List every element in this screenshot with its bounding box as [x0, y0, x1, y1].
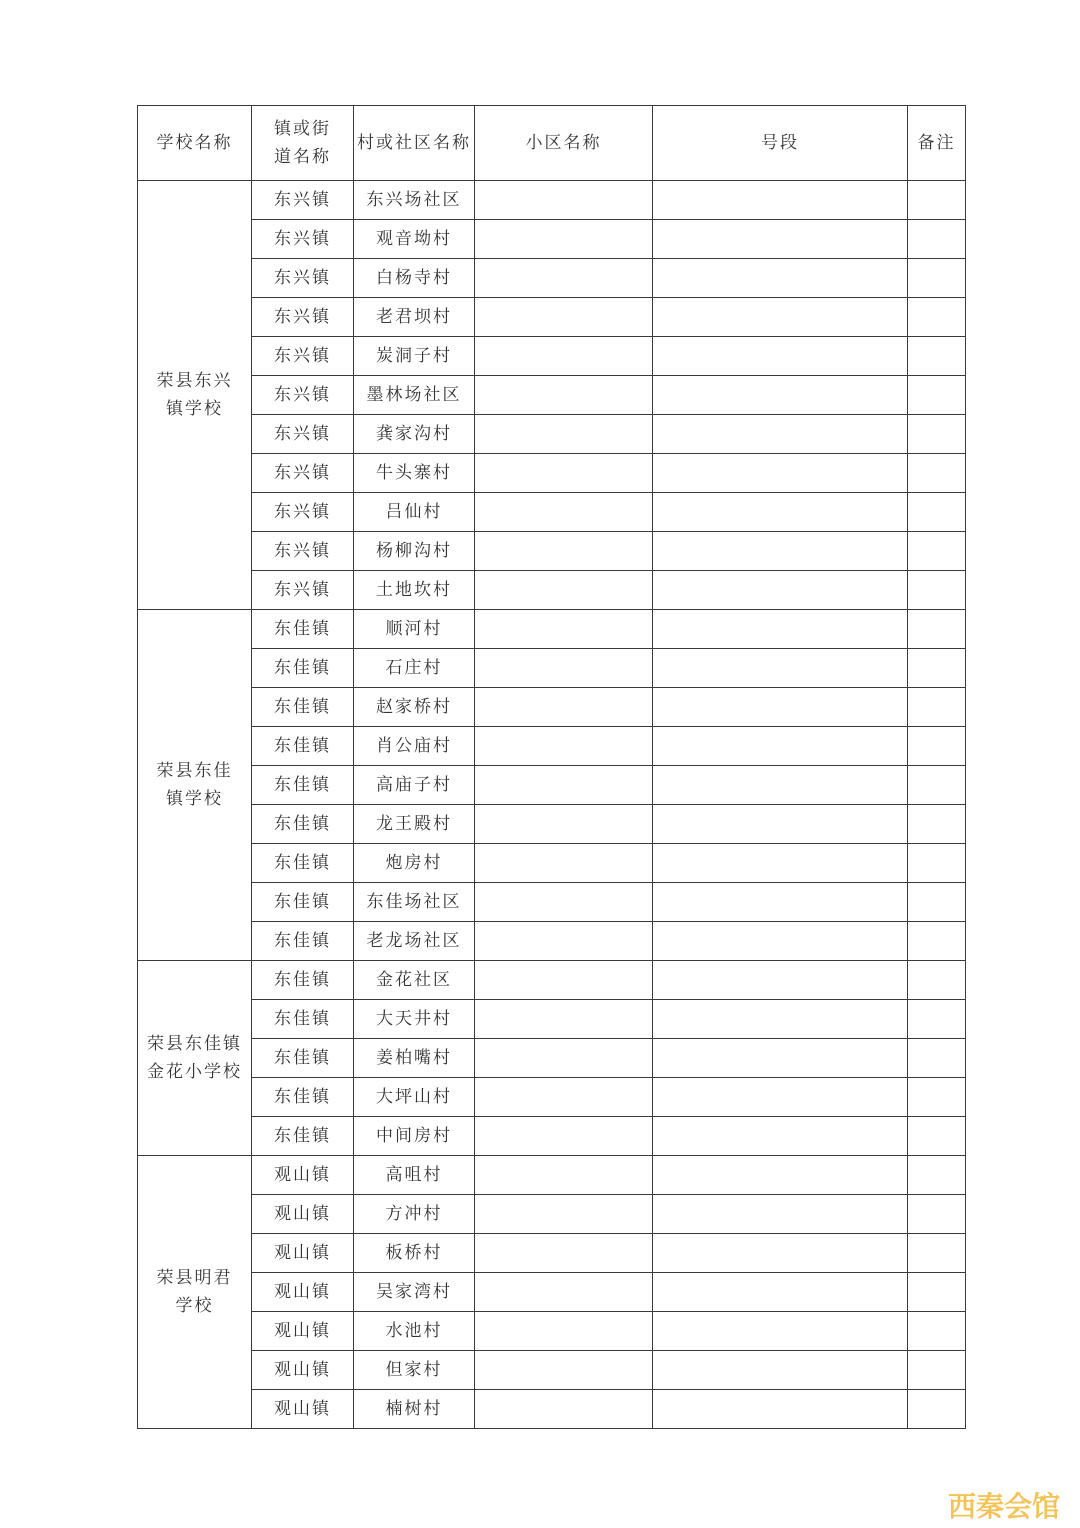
- number-range-cell: [653, 1312, 908, 1351]
- village-cell: 东兴场社区: [354, 181, 475, 220]
- town-cell: 东佳镇: [252, 1000, 354, 1039]
- village-cell: 白杨寺村: [354, 259, 475, 298]
- number-range-cell: [653, 805, 908, 844]
- remarks-cell: [908, 1039, 966, 1078]
- number-range-cell: [653, 1273, 908, 1312]
- table-header: [138, 106, 966, 181]
- village-name-header: 村或社区名称: [354, 106, 475, 181]
- number-range-cell: [653, 220, 908, 259]
- table-row: [138, 1078, 966, 1117]
- community-cell: [475, 883, 653, 922]
- village-cell: 顺河村: [354, 610, 475, 649]
- remarks-cell: [908, 688, 966, 727]
- community-cell: [475, 220, 653, 259]
- number-range-cell: [653, 1000, 908, 1039]
- remarks-cell: [908, 922, 966, 961]
- town-cell: 东佳镇: [252, 1117, 354, 1156]
- remarks-cell: [908, 298, 966, 337]
- number-range-cell: [653, 1078, 908, 1117]
- number-range-cell: [653, 415, 908, 454]
- village-cell: 杨柳沟村: [354, 532, 475, 571]
- table-row: [138, 1195, 966, 1234]
- number-range-cell: [653, 610, 908, 649]
- remarks-cell: [908, 1390, 966, 1429]
- community-cell: [475, 1234, 653, 1273]
- town-cell: 东兴镇: [252, 571, 354, 610]
- community-cell: [475, 532, 653, 571]
- school-name-cell: 荣县明君 学校: [138, 1156, 252, 1429]
- community-cell: [475, 922, 653, 961]
- table-row: [138, 961, 966, 1000]
- village-cell: 墨林场社区: [354, 376, 475, 415]
- number-range-cell: [653, 376, 908, 415]
- number-range-header: 号段: [653, 106, 908, 181]
- school-name-cell: 荣县东佳 镇学校: [138, 610, 252, 961]
- town-cell: 东佳镇: [252, 688, 354, 727]
- table-row: [138, 220, 966, 259]
- town-cell: 观山镇: [252, 1156, 354, 1195]
- village-cell: 牛头寨村: [354, 454, 475, 493]
- remarks-cell: [908, 844, 966, 883]
- village-cell: 老龙场社区: [354, 922, 475, 961]
- table-row: [138, 571, 966, 610]
- table-row: [138, 454, 966, 493]
- number-range-cell: [653, 1117, 908, 1156]
- community-cell: [475, 415, 653, 454]
- town-cell: 东佳镇: [252, 961, 354, 1000]
- town-cell: 东佳镇: [252, 766, 354, 805]
- community-cell: [475, 298, 653, 337]
- table-row: [138, 298, 966, 337]
- community-cell: [475, 805, 653, 844]
- community-cell: [475, 1390, 653, 1429]
- community-cell: [475, 259, 653, 298]
- town-cell: 东佳镇: [252, 922, 354, 961]
- community-cell: [475, 766, 653, 805]
- town-cell: 东兴镇: [252, 415, 354, 454]
- town-cell: 东兴镇: [252, 220, 354, 259]
- community-cell: [475, 337, 653, 376]
- remarks-cell: [908, 415, 966, 454]
- number-range-cell: [653, 298, 908, 337]
- town-cell: 东佳镇: [252, 610, 354, 649]
- number-range-cell: [653, 1156, 908, 1195]
- town-cell: 东兴镇: [252, 259, 354, 298]
- town-cell: 东佳镇: [252, 1078, 354, 1117]
- town-cell: 东兴镇: [252, 376, 354, 415]
- town-cell: 观山镇: [252, 1195, 354, 1234]
- remarks-cell: [908, 727, 966, 766]
- town-cell: 东兴镇: [252, 298, 354, 337]
- town-cell: 东兴镇: [252, 493, 354, 532]
- community-cell: [475, 493, 653, 532]
- number-range-cell: [653, 532, 908, 571]
- table-body: [138, 181, 966, 1429]
- number-range-cell: [653, 883, 908, 922]
- table-row: [138, 376, 966, 415]
- table-row: [138, 415, 966, 454]
- village-cell: 姜柏嘴村: [354, 1039, 475, 1078]
- remarks-header: 备注: [908, 106, 966, 181]
- village-cell: 龚家沟村: [354, 415, 475, 454]
- number-range-cell: [653, 1039, 908, 1078]
- remarks-cell: [908, 220, 966, 259]
- community-cell: [475, 454, 653, 493]
- town-cell: 观山镇: [252, 1234, 354, 1273]
- number-range-cell: [653, 181, 908, 220]
- remarks-cell: [908, 337, 966, 376]
- town-cell: 观山镇: [252, 1351, 354, 1390]
- table-row: [138, 727, 966, 766]
- community-cell: [475, 1312, 653, 1351]
- remarks-cell: [908, 1117, 966, 1156]
- table-row: [138, 1312, 966, 1351]
- number-range-cell: [653, 688, 908, 727]
- remarks-cell: [908, 532, 966, 571]
- table-row: [138, 1117, 966, 1156]
- table-row: [138, 1000, 966, 1039]
- community-cell: [475, 1078, 653, 1117]
- table-row: [138, 688, 966, 727]
- remarks-cell: [908, 1312, 966, 1351]
- town-cell: 东佳镇: [252, 805, 354, 844]
- school-name-cell: 荣县东佳镇 金花小学校: [138, 961, 252, 1156]
- community-cell: [475, 610, 653, 649]
- school-district-table: [137, 105, 966, 1429]
- community-cell: [475, 961, 653, 1000]
- table-row: [138, 181, 966, 220]
- table-row: [138, 1390, 966, 1429]
- number-range-cell: [653, 337, 908, 376]
- community-name-header: 小区名称: [475, 106, 653, 181]
- number-range-cell: [653, 259, 908, 298]
- village-cell: 土地坎村: [354, 571, 475, 610]
- table-row: [138, 844, 966, 883]
- village-cell: 老君坝村: [354, 298, 475, 337]
- table-row: [138, 766, 966, 805]
- remarks-cell: [908, 1351, 966, 1390]
- community-cell: [475, 571, 653, 610]
- number-range-cell: [653, 1195, 908, 1234]
- table-row: [138, 1234, 966, 1273]
- community-cell: [475, 1117, 653, 1156]
- community-cell: [475, 844, 653, 883]
- village-cell: 水池村: [354, 1312, 475, 1351]
- number-range-cell: [653, 1234, 908, 1273]
- number-range-cell: [653, 961, 908, 1000]
- town-cell: 东兴镇: [252, 532, 354, 571]
- remarks-cell: [908, 1234, 966, 1273]
- number-range-cell: [653, 766, 908, 805]
- number-range-cell: [653, 649, 908, 688]
- table-row: [138, 259, 966, 298]
- village-cell: 方冲村: [354, 1195, 475, 1234]
- remarks-cell: [908, 1156, 966, 1195]
- community-cell: [475, 1351, 653, 1390]
- number-range-cell: [653, 727, 908, 766]
- remarks-cell: [908, 610, 966, 649]
- community-cell: [475, 1156, 653, 1195]
- table-row: [138, 1039, 966, 1078]
- number-range-cell: [653, 493, 908, 532]
- town-name-header: 镇或街 道名称: [252, 106, 354, 181]
- number-range-cell: [653, 571, 908, 610]
- community-cell: [475, 688, 653, 727]
- village-cell: 龙王殿村: [354, 805, 475, 844]
- village-cell: 高咀村: [354, 1156, 475, 1195]
- village-cell: 吕仙村: [354, 493, 475, 532]
- number-range-cell: [653, 454, 908, 493]
- village-cell: 石庄村: [354, 649, 475, 688]
- town-cell: 东兴镇: [252, 181, 354, 220]
- table-row: [138, 532, 966, 571]
- town-cell: 东兴镇: [252, 454, 354, 493]
- remarks-cell: [908, 571, 966, 610]
- number-range-cell: [653, 844, 908, 883]
- village-cell: 高庙子村: [354, 766, 475, 805]
- town-cell: 东佳镇: [252, 1039, 354, 1078]
- table-row: [138, 1351, 966, 1390]
- community-cell: [475, 649, 653, 688]
- community-cell: [475, 1039, 653, 1078]
- town-cell: 观山镇: [252, 1390, 354, 1429]
- watermark-logo: 西秦会馆: [948, 1490, 1061, 1523]
- village-cell: 炮房村: [354, 844, 475, 883]
- remarks-cell: [908, 493, 966, 532]
- table-row: [138, 1273, 966, 1312]
- community-cell: [475, 1195, 653, 1234]
- table-row: [138, 1156, 966, 1195]
- village-cell: 金花社区: [354, 961, 475, 1000]
- town-cell: 东佳镇: [252, 844, 354, 883]
- remarks-cell: [908, 883, 966, 922]
- town-cell: 东佳镇: [252, 649, 354, 688]
- table-row: [138, 337, 966, 376]
- village-cell: 赵家桥村: [354, 688, 475, 727]
- village-cell: 楠树村: [354, 1390, 475, 1429]
- town-cell: 观山镇: [252, 1312, 354, 1351]
- town-cell: 东兴镇: [252, 337, 354, 376]
- village-cell: 吴家湾村: [354, 1273, 475, 1312]
- community-cell: [475, 376, 653, 415]
- village-cell: 大坪山村: [354, 1078, 475, 1117]
- remarks-cell: [908, 454, 966, 493]
- number-range-cell: [653, 922, 908, 961]
- village-cell: 但家村: [354, 1351, 475, 1390]
- village-cell: 东佳场社区: [354, 883, 475, 922]
- community-cell: [475, 727, 653, 766]
- number-range-cell: [653, 1390, 908, 1429]
- community-cell: [475, 1273, 653, 1312]
- school-name-header: 学校名称: [138, 106, 252, 181]
- remarks-cell: [908, 766, 966, 805]
- village-cell: 中间房村: [354, 1117, 475, 1156]
- remarks-cell: [908, 1000, 966, 1039]
- town-cell: 东佳镇: [252, 727, 354, 766]
- table-row: [138, 883, 966, 922]
- remarks-cell: [908, 805, 966, 844]
- number-range-cell: [653, 1351, 908, 1390]
- remarks-cell: [908, 1273, 966, 1312]
- remarks-cell: [908, 961, 966, 1000]
- school-name-cell: 荣县东兴 镇学校: [138, 181, 252, 610]
- village-cell: 大天井村: [354, 1000, 475, 1039]
- community-cell: [475, 181, 653, 220]
- table-row: [138, 805, 966, 844]
- remarks-cell: [908, 376, 966, 415]
- remarks-cell: [908, 1078, 966, 1117]
- town-cell: 东佳镇: [252, 883, 354, 922]
- remarks-cell: [908, 259, 966, 298]
- village-cell: 板桥村: [354, 1234, 475, 1273]
- village-cell: 炭洞子村: [354, 337, 475, 376]
- remarks-cell: [908, 1195, 966, 1234]
- table-row: [138, 649, 966, 688]
- town-cell: 观山镇: [252, 1273, 354, 1312]
- remarks-cell: [908, 649, 966, 688]
- table-row: [138, 610, 966, 649]
- header-row: [138, 106, 966, 181]
- village-cell: 肖公庙村: [354, 727, 475, 766]
- village-cell: 观音坳村: [354, 220, 475, 259]
- table-row: [138, 493, 966, 532]
- table-row: [138, 922, 966, 961]
- remarks-cell: [908, 181, 966, 220]
- community-cell: [475, 1000, 653, 1039]
